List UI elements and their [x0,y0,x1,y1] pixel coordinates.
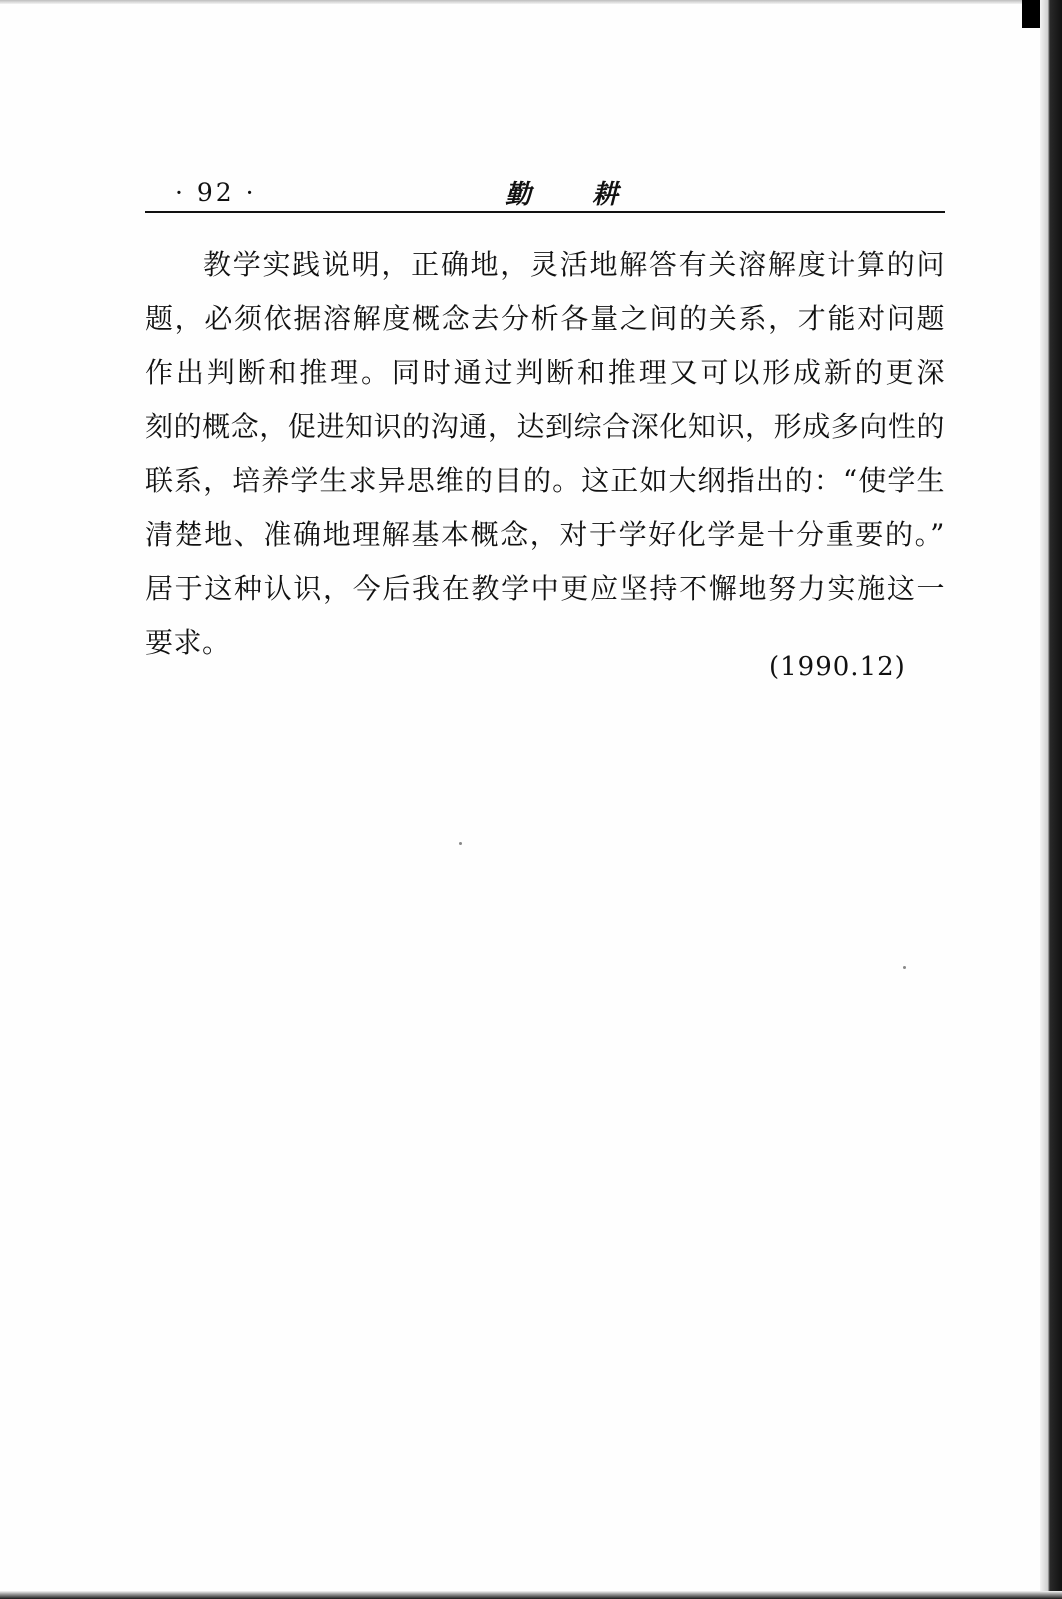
body-paragraph [145,238,945,670]
paragraph-line: 刻的概念，促进知识的沟通，达到综合深化知识，形成多向性的 [145,410,945,443]
paragraph-line: 题，必须依据溶解度概念去分析各量之间的关系，才能对问题 [145,302,945,335]
header-rule [145,211,945,213]
running-head-title: 勤 耕 [505,180,645,210]
paragraph-line: 要求。 [145,626,231,659]
paragraph-line: 居于这种认识，今后我在教学中更应坚持不懈地努力实施这一 [145,572,945,605]
paragraph-line: 联系，培养学生求异思维的目的。这正如大纲指出的：“使学生 [145,464,945,497]
date-note: (1990.12) [769,652,906,682]
scan-edge-right [1040,0,1062,1599]
scan-speck [459,842,462,845]
paragraph-line: 教学实践说明，正确地，灵活地解答有关溶解度计算的问 [203,248,945,281]
running-head [145,170,945,214]
paragraph-line: 清楚地、准确地理解基本概念，对于学好化学是十分重要的。” [145,518,945,551]
paragraph-line: 作出判断和推理。同时通过判断和推理又可以形成新的更深 [145,356,945,389]
scan-edge-top [0,0,1062,4]
scan-edge-bottom [0,1591,1062,1599]
scan-speck [903,966,906,969]
page-number: · 92 · [175,178,257,207]
